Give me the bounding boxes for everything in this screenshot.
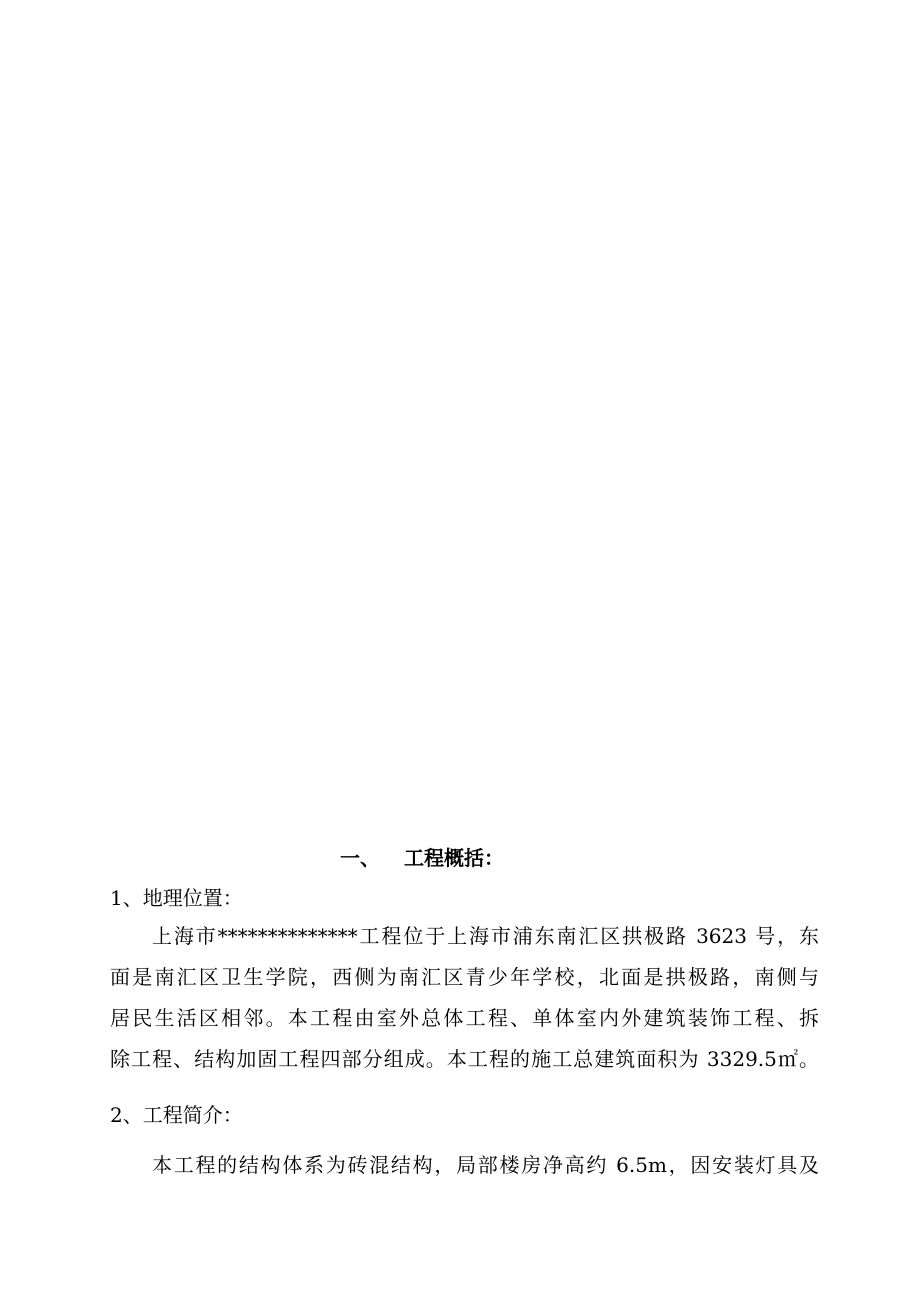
subsection-heading-location: 1、地理位置： (110, 886, 243, 910)
section-title: 工程概括： (404, 846, 504, 870)
paragraph-line: 除工程、结构加固工程四部分组成。本工程的施工总建筑面积为 3329.5㎡。 (110, 1047, 819, 1071)
paragraph-line: 居民生活区相邻。本工程由室外总体工程、单体室内外建筑装饰工程、拆 (110, 1006, 819, 1030)
paragraph-line: 上海市**************工程位于上海市浦东南汇区拱极路 3623 号，东 (152, 924, 819, 948)
paragraph-line: 面是南汇区卫生学院，西侧为南汇区青少年学校，北面是拱极路，南侧与 (110, 965, 819, 989)
section-heading (0, 843, 920, 873)
section-number: 一、 (340, 846, 380, 870)
paragraph-line: 本工程的结构体系为砖混结构，局部楼房净高约 6.5m，因安装灯具及 (152, 1153, 819, 1177)
subsection-heading-overview: 2、工程简介： (110, 1103, 243, 1127)
